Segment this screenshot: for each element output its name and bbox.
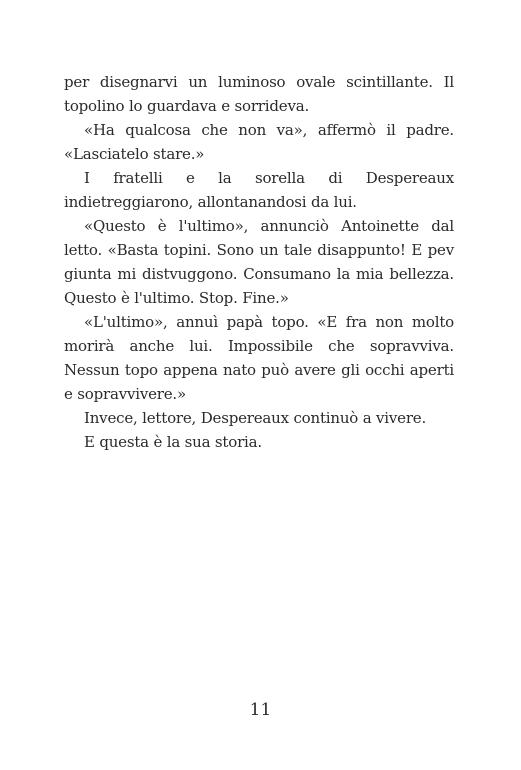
paragraph-2: «Ha qualcosa che non va», affermò il padre. «Lasciatelo stare.» [64, 121, 454, 163]
body-text [64, 70, 454, 454]
paragraph-7: E questa è la sua storia. [84, 433, 262, 451]
paragraph-1: per disegnarvi un luminoso ovale scintillante. Il topolino lo guardava e sorrideva. [64, 73, 454, 115]
page-number: 11 [249, 700, 272, 720]
paragraph-5: «L'ultimo», annuì papà topo. «E fra non molto morirà anche lui. Impossibile che sopravviva. Nessun topo appena nato può avere gli occhi aperti e sopravvivere.» [64, 313, 454, 403]
paragraph-6: Invece, lettore, Despereaux continuò a vivere. [84, 409, 427, 427]
paragraph-4: «Questo è l'ultimo», annunciò Antoinette dal letto. «Basta topini. Sono un tale disappunto! E pev giunta mi distvuggono. Consumano la mia bellezza. Questo è l'ultimo. Stop. Fine.» [64, 217, 454, 307]
paragraph-3: I fratelli e la sorella di Despereaux indietreggiarono, allontanandosi da lui. [64, 169, 454, 211]
